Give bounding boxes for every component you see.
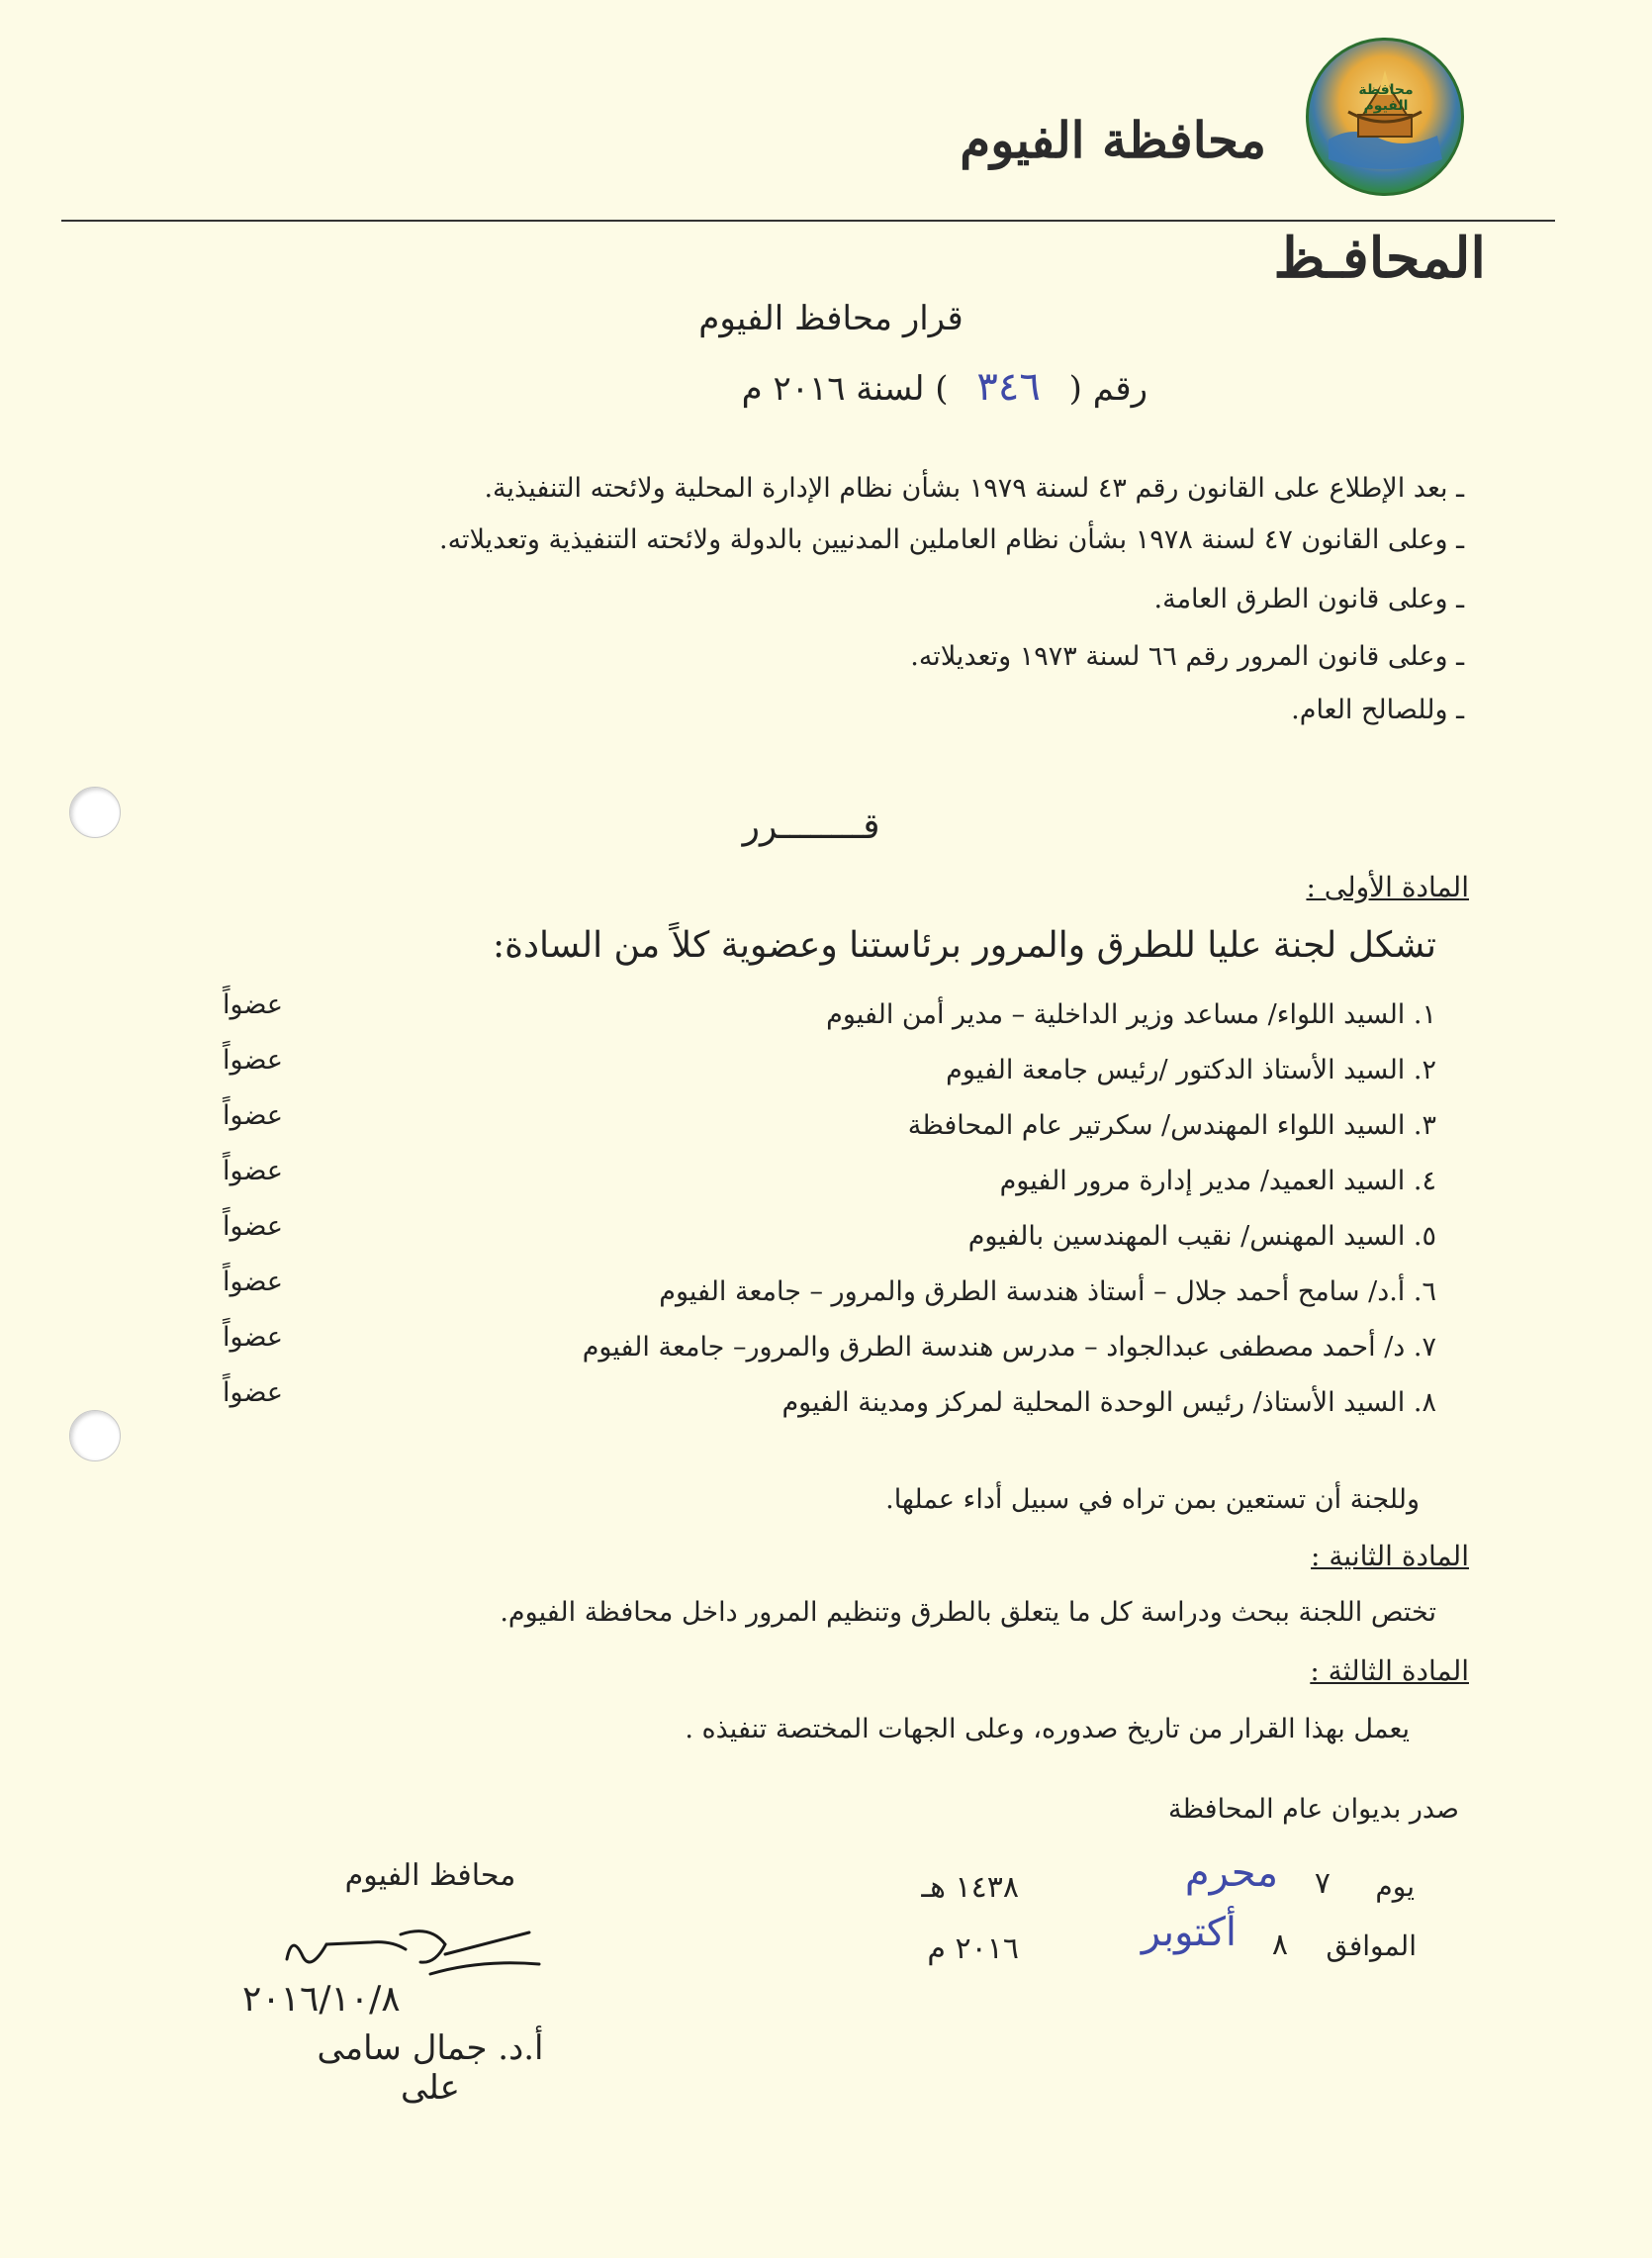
committee-member: ٨. السيد الأستاذ/ رئيس الوحدة المحلية لمركز ومدينة الفيوم [781, 1387, 1436, 1418]
preamble-line: ـ وعلى قانون الطرق العامة. [1153, 584, 1464, 614]
preamble-line: ـ وللصالح العام. [1291, 695, 1464, 725]
hijri-year: ١٤٣٨ هـ [921, 1870, 1019, 1905]
decree-number: ٣٤٦ [976, 364, 1041, 410]
issued-at: صدر بديوان عام المحافظة [1168, 1794, 1459, 1825]
committee-member: ٦. أ.د/ سامح أحمد جلال – أستاذ هندسة الطرق والمرور – جامعة الفيوم [659, 1276, 1436, 1307]
article-2-heading: المادة الثانية : [1311, 1540, 1469, 1572]
member-role: عضواً [223, 1045, 283, 1076]
article-2-text: تختص اللجنة ببحث ودراسة كل ما يتعلق بالطرق وتنظيم المرور داخل محافظة الفيوم. [500, 1597, 1436, 1628]
department-title: المحافـظ [1273, 226, 1486, 291]
article-1-heading: المادة الأولى : [1306, 871, 1469, 903]
corresponding-day: ٨ [1271, 1928, 1288, 1962]
article-3-heading: المادة الثالثة : [1310, 1654, 1469, 1687]
member-role: عضواً [223, 1267, 283, 1297]
committee-member: ١. السيد اللواء/ مساعد وزير الداخلية – مدير أمن الفيوم [826, 999, 1436, 1030]
member-role: عضواً [223, 1100, 283, 1131]
decree-title: قرار محافظ الفيوم [698, 299, 964, 338]
header-divider [61, 220, 1555, 222]
member-role: عضواً [223, 1211, 283, 1242]
gregorian-year: ٢٠١٦ م [927, 1931, 1019, 1966]
decree-number-prefix: رقم ( [1068, 369, 1147, 409]
committee-member: ٢. السيد الأستاذ الدكتور /رئيس جامعة الفيوم [946, 1055, 1436, 1085]
hole-punch [69, 787, 121, 838]
gregorian-month-handwritten: أكتوبر [1141, 1910, 1237, 1955]
hole-punch [69, 1410, 121, 1461]
decision-title: قــــــــرر [742, 806, 880, 847]
decree-number-suffix: ) لسنة ٢٠١٦ م [741, 369, 949, 409]
signature-date: ٢٠١٦/١٠/٨ [242, 1979, 401, 2020]
member-role: عضواً [223, 1322, 283, 1353]
member-role: عضواً [223, 989, 283, 1020]
logo-text: محافظة الفيوم [1358, 82, 1414, 114]
governor-name: أ.د. جمال سامى على [317, 2028, 544, 2108]
preamble-line: ـ بعد الإطلاع على القانون رقم ٤٣ لسنة ١٩٧٩ بشأن نظام الإدارة المحلية ولائحته التنفيذية. [484, 473, 1464, 504]
decree-number-line [594, 364, 1147, 410]
committee-member: ٥. السيد المهنس/ نقيب المهندسين بالفيوم [967, 1221, 1436, 1252]
article-1-closing: وللجنة أن تستعين بمن تراه في سبيل أداء عملها. [885, 1484, 1420, 1515]
member-role: عضواً [223, 1156, 283, 1186]
hijri-month-handwritten: محرم [1184, 1850, 1278, 1896]
committee-member: ٧. د/ أحمد مصطفى عبدالجواد – مدرس هندسة الطرق والمرور– جامعة الفيوم [582, 1332, 1436, 1363]
member-role: عضواً [223, 1377, 283, 1408]
fayoum-logo [1306, 38, 1464, 196]
committee-member: ٤. السيد العميد/ مدير إدارة مرور الفيوم [999, 1166, 1436, 1196]
committee-member: ٣. السيد اللواء المهندس/ سكرتير عام المحافظة [907, 1110, 1436, 1141]
article-3-text: يعمل بهذا القرار من تاريخ صدوره، وعلى الجهات المختصة تنفيذه . [685, 1714, 1410, 1744]
corresponding-label: الموافق [1326, 1929, 1417, 1962]
governor-title: محافظ الفيوم [344, 1858, 516, 1893]
day-label: يوم [1375, 1870, 1415, 1903]
header-title: محافظة الفيوم [960, 111, 1266, 169]
preamble-line: ـ وعلى قانون المرور رقم ٦٦ لسنة ١٩٧٣ وتعديلاته. [910, 641, 1464, 672]
article-1-intro: تشكل لجنة عليا للطرق والمرور برئاستنا وعضوية كلاً من السادة: [493, 925, 1436, 966]
day-number: ٧ [1314, 1866, 1331, 1901]
preamble-line: ـ وعلى القانون ٤٧ لسنة ١٩٧٨ بشأن نظام العاملين المدنيين بالدولة ولائحته التنفيذية وتعديلاته. [439, 524, 1464, 555]
